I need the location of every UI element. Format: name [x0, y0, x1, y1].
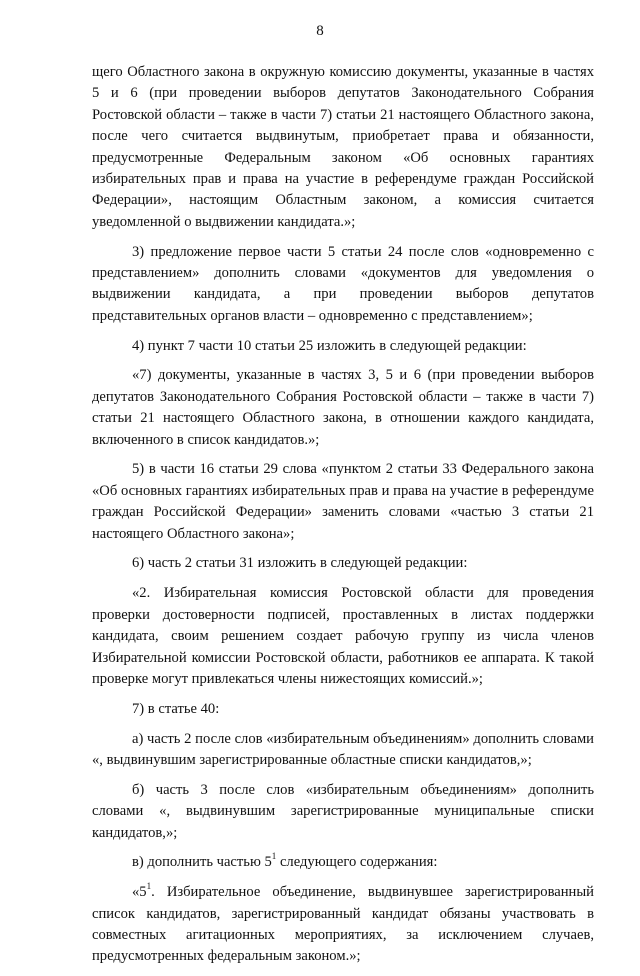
paragraph-item-7a: а) часть 2 после слов «избирательным объединениям» дополнить словами «, выдвинувшим зарегистрированные областные списки кандидатов,»; [92, 730, 594, 768]
paragraph-item-6: 6) часть 2 статьи 31 изложить в следующей редакции: [132, 555, 468, 572]
paragraph-item-7: 7) в статье 40: [132, 700, 220, 717]
paragraph-item-4-text: «7) документы, указанные в частях 3, 5 и 6 (при проведении выборов депутатов Законодательного Собрания Ростовской области – также в части 7) статьи 21 настоящего Областного закона, в отношении каждого кандидата, включенного в список кандидатов.»; [92, 367, 594, 448]
page-number: 8 [316, 23, 324, 39]
document-body [92, 62, 594, 976]
paragraph-item-3: 3) предложение первое части 5 статьи 24 после слов «одновременно с представлением» дополнить словами «документов для уведомления о выдвижении кандидата, а при проведении выборов депутатов представительных органов власти – одновременно с представлением»; [92, 243, 594, 324]
paragraph-item-7v [92, 852, 594, 873]
paragraph-item-4: 4) пункт 7 части 10 статьи 25 изложить в следующей редакции: [132, 337, 527, 354]
p12-superscript: 1 [146, 881, 152, 892]
paragraph-continuation: щего Областного закона в окружную комиссию документы, указанные в частях 5 и 6 (при проведении выборов депутатов Законодательного Собрания Ростовской области – также в части 7) статьи 21 настоящего Областного закона, после чего считается выдвинутым, приобретает права и обязанности, предусмотренные Федеральным законом «Об основных гарантиях избирательных прав и права на участие в референдуме граждан Российской Федерации», настоящим Областным законом, а комиссия считается уведомленной о выдвижении кандидата.»; [92, 64, 594, 230]
p12-after: . Избирательное объединение, выдвинувшее зарегистрированный список кандидатов, зарегистрированный кандидат обязаны участвовать в совместных агитационных мероприятиях, за исключением случаев, предусмотренных федеральным законом.»; [92, 884, 594, 965]
paragraph-item-5: 5) в части 16 статьи 29 слова «пунктом 2 статьи 33 Федерального закона «Об основных гарантиях избирательных прав и права на участие в референдуме граждан Российской Федерации» заменить словами «частью 3 статьи 21 настоящего Областного закона»; [92, 461, 594, 542]
paragraph-item-6-text: «2. Избирательная комиссия Ростовской области для проведения проверки достоверности подписей, проставленных в листах поддержки кандидата, своим решением создает рабочую группу из числа членов Избирательной комиссии Ростовской области, работников ее аппарата. К такой проверке могут привлекаться члены нижестоящих комиссий.»; [92, 585, 594, 687]
p11-after: следующего содержания: [276, 854, 438, 871]
p11-superscript: 1 [271, 851, 277, 862]
paragraph-item-7b: б) часть 3 после слов «избирательным объединениям» дополнить словами «, выдвинувшим зарегистрированные муниципальные списки кандидатов,»; [92, 781, 594, 841]
paragraph-item-7v-text [92, 882, 594, 968]
p11-before: в) дополнить частью 5 [132, 854, 272, 871]
p12-before: «5 [132, 884, 147, 901]
